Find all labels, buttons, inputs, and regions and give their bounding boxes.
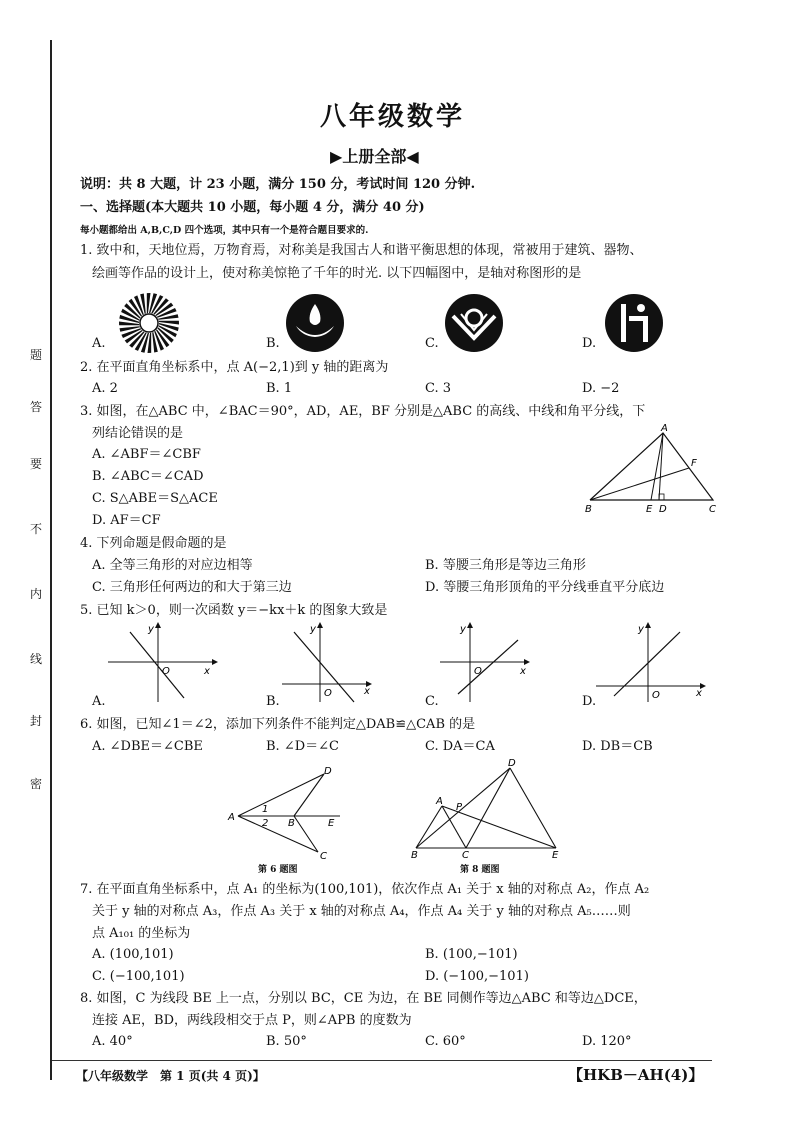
- q8-line1: 8. 如图，C 为线段 BE 上一点，分别以 BC，CE 为边，在 BE 同侧作等边△ABC 和等边△DCE，: [80, 991, 647, 1006]
- fig8: [408, 758, 568, 861]
- q2-stem: 2. 在平面直角坐标系中，点 A(−2,1)到 y 轴的距离为: [80, 360, 389, 375]
- fig6-label-d: D: [324, 766, 332, 777]
- q3-option-c: C. S△ABE＝S△ACE: [92, 491, 218, 506]
- q5b-o: O: [324, 688, 332, 699]
- fig8-label-p: P: [456, 802, 463, 813]
- q7-option-d: D. (−100,−101): [425, 969, 529, 984]
- q7-line2: 关于 y 轴的对称点 A₃，作点 A₃ 关于 x 轴的对称点 A₄，作点 A₄ 关于 y 轴的对称点 A₅……则: [92, 904, 631, 919]
- q8-option-d: D. 120°: [582, 1034, 632, 1049]
- q5c-x: x: [520, 666, 526, 677]
- q5-graph-a: [108, 622, 218, 702]
- q7-line3: 点 A₁₀₁ 的坐标为: [92, 926, 191, 941]
- q2-option-a: A. 2: [92, 381, 118, 396]
- q1-figure-d: [603, 292, 665, 354]
- q4-option-b: B. 等腰三角形是等边三角形: [425, 558, 586, 573]
- q1-option-d: D.: [582, 336, 597, 351]
- q4-option-a: A. 全等三角形的对应边相等: [92, 558, 253, 573]
- q6-option-a: A. ∠DBE＝∠CBE: [92, 739, 203, 754]
- triangle-left-icon: ◀: [406, 147, 419, 166]
- footer-page-info: 【八年级数学 第 1 页(共 4 页)】: [76, 1069, 265, 1083]
- q5c-y: y: [460, 624, 466, 635]
- q5a-y: y: [148, 624, 154, 635]
- section-heading: 一、选择题(本大题共 10 小题，每小题 4 分，满分 40 分): [80, 200, 425, 215]
- q2-option-d: D. −2: [582, 381, 620, 396]
- q1-option-a: A.: [92, 336, 106, 351]
- fig8-label-b: B: [411, 850, 418, 861]
- q5-option-b: B.: [266, 694, 280, 709]
- q5-graph-d: [596, 622, 711, 702]
- q6-stem: 6. 如图，已知∠1＝∠2，添加下列条件不能判定△DAB≌△CAB 的是: [80, 717, 476, 732]
- exam-description: 说明：共 8 大题，计 23 小题，满分 150 分，考试时间 120 分钟.: [80, 177, 476, 192]
- q3-option-b: B. ∠ABC＝∠CAD: [92, 469, 204, 484]
- q3-figure: [585, 425, 725, 515]
- fig6-caption: 第 6 题图: [258, 865, 298, 875]
- binding-char: 线: [30, 652, 43, 666]
- q3-line2: 列结论错误的是: [92, 426, 184, 441]
- page-subtitle: [330, 144, 419, 167]
- q8-option-b: B. 50°: [266, 1034, 307, 1049]
- fig6-label-a: A: [228, 812, 235, 823]
- q5d-o: O: [652, 690, 660, 701]
- q5-option-c: C.: [425, 694, 439, 709]
- q2-option-b: B. 1: [266, 381, 293, 396]
- q5d-y: y: [638, 624, 644, 635]
- fig6-label-e: E: [328, 818, 335, 829]
- fig8-label-a: A: [436, 796, 443, 807]
- q5d-x: x: [696, 688, 702, 699]
- fig6: [228, 764, 358, 860]
- q5b-y: y: [310, 624, 316, 635]
- q8-line2: 连接 AE，BD，两线段相交于点 P，则∠APB 的度数为: [92, 1013, 412, 1028]
- q3-option-d: D. AF＝CF: [92, 513, 161, 528]
- q5b-x: x: [364, 686, 370, 697]
- binding-char: 不: [30, 522, 43, 536]
- q1-option-c: C.: [425, 336, 439, 351]
- fig6-label-c: C: [320, 851, 327, 862]
- q7-option-b: B. (100,−101): [425, 947, 518, 962]
- q5-graph-b: [282, 622, 392, 702]
- fig6-label-2: 2: [262, 818, 269, 829]
- q5a-o: O: [162, 666, 170, 677]
- triangle-right-icon: ▶: [330, 147, 343, 166]
- binding-char: 要: [30, 457, 43, 471]
- q1-line1: 1. 致中和，天地位焉，万物育焉，对称美是我国古人和谐平衡思想的体现，常被用于建筑、器物、: [80, 243, 643, 258]
- q5-option-d: D.: [582, 694, 597, 709]
- q6-option-c: C. DA＝CA: [425, 739, 495, 754]
- q5-option-a: A.: [92, 694, 106, 709]
- q3-label-f: F: [691, 458, 697, 469]
- q3-label-d: D: [659, 504, 667, 515]
- fig6-label-1: 1: [262, 804, 269, 815]
- q5-graph-c: [440, 622, 550, 702]
- q1-figure-a: [118, 292, 180, 354]
- footer-rule: [52, 1060, 712, 1061]
- q3-label-b: B: [585, 504, 592, 515]
- fig8-caption: 第 8 题图: [460, 865, 500, 875]
- q5a-x: x: [204, 666, 210, 677]
- q5-stem: 5. 已知 k＞0，则一次函数 y＝−kx＋k 的图象大致是: [80, 603, 388, 618]
- q1-figure-c: [443, 292, 505, 354]
- binding-char: 内: [30, 587, 43, 601]
- section-note: 每小题都给出 A,B,C,D 四个选项，其中只有一个是符合题目要求的.: [80, 225, 369, 236]
- q4-option-c: C. 三角形任何两边的和大于第三边: [92, 580, 292, 595]
- page-title: 八年级数学: [320, 102, 466, 132]
- binding-char: 封: [30, 714, 43, 728]
- q6-option-d: D. DB＝CB: [582, 739, 653, 754]
- q3-label-e: E: [646, 504, 653, 515]
- q3-option-a: A. ∠ABF＝∠CBF: [92, 447, 201, 462]
- q4-stem: 4. 下列命题是假命题的是: [80, 536, 227, 551]
- q3-line1: 3. 如图，在△ABC 中，∠BAC＝90°，AD，AE，BF 分别是△ABC 的高线、中线和角平分线，下: [80, 404, 646, 419]
- binding-char: 密: [30, 777, 43, 791]
- footer-code: 【HKB－AH(4)】: [568, 1066, 704, 1084]
- q6-option-b: B. ∠D＝∠C: [266, 739, 339, 754]
- fig6-label-b: B: [288, 818, 295, 829]
- binding-char: 题: [30, 348, 43, 362]
- subtitle-text: 上册全部: [342, 147, 407, 166]
- q7-option-a: A. (100,101): [92, 947, 174, 962]
- fig8-label-e: E: [552, 850, 559, 861]
- q3-label-c: C: [709, 504, 716, 515]
- q3-label-a: A: [661, 423, 668, 434]
- fig8-label-c: C: [462, 850, 469, 861]
- q1-line2: 绘画等作品的设计上，使对称美惊艳了千年的时光. 以下四幅图中，是轴对称图形的是: [92, 266, 582, 281]
- q2-option-c: C. 3: [425, 381, 452, 396]
- q4-option-d: D. 等腰三角形顶角的平分线垂直平分底边: [425, 580, 665, 595]
- fig8-label-d: D: [508, 758, 516, 769]
- q8-option-a: A. 40°: [92, 1034, 133, 1049]
- q7-line1: 7. 在平面直角坐标系中，点 A₁ 的坐标为(100,101)，依次作点 A₁ 关于 x 轴的对称点 A₂，作点 A₂: [80, 882, 650, 897]
- binding-char: 答: [30, 400, 43, 414]
- q8-option-c: C. 60°: [425, 1034, 466, 1049]
- q1-figure-b: [284, 292, 346, 354]
- binding-line: [50, 40, 52, 1080]
- q1-option-b: B.: [266, 336, 280, 351]
- q5c-o: O: [474, 666, 482, 677]
- q7-option-c: C. (−100,101): [92, 969, 185, 984]
